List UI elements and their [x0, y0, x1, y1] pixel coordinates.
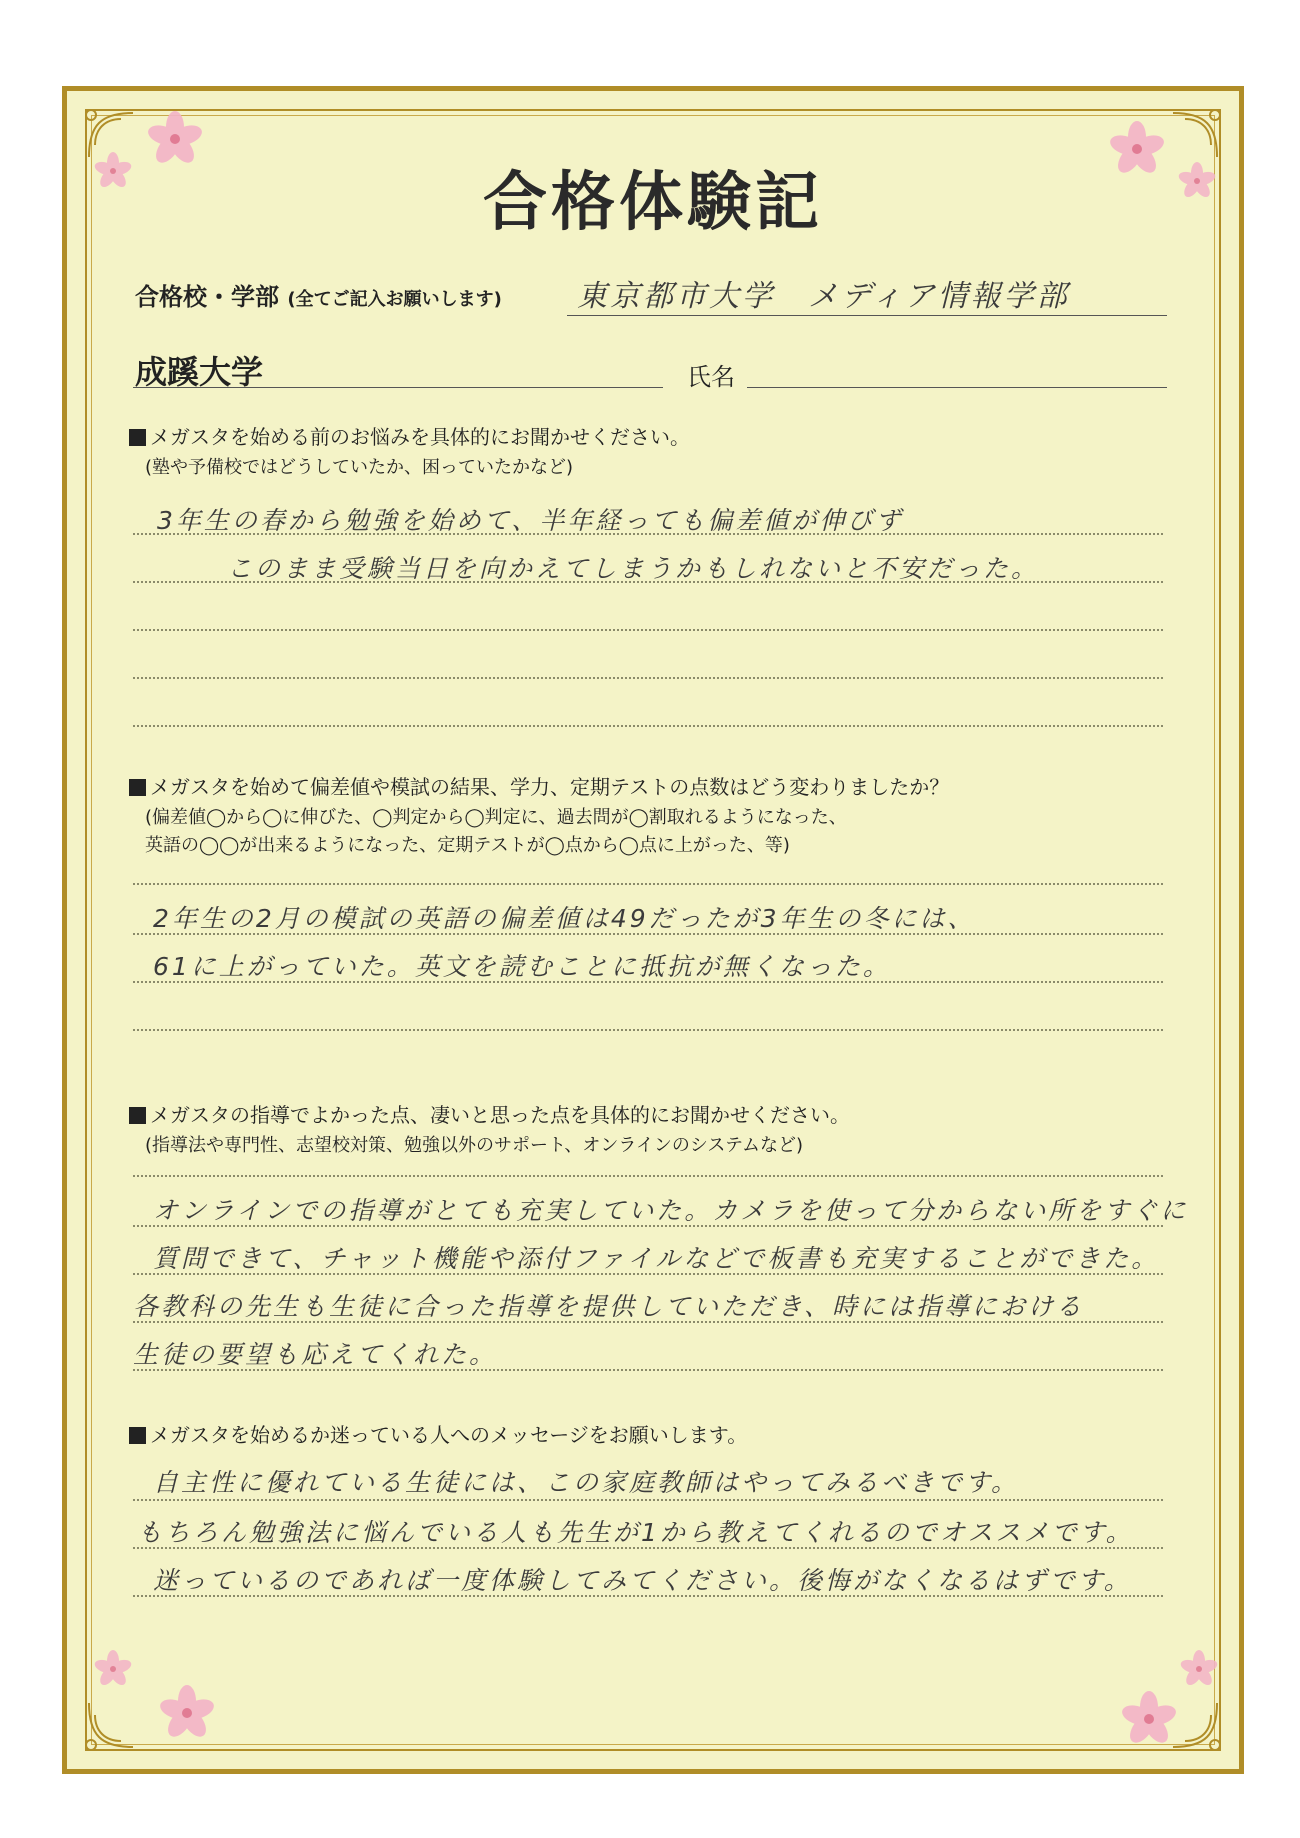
cherry-blossom-icon [1179, 1649, 1219, 1689]
q4-question-text: メガスタを始めるか迷っている人へのメッセージをお願いします。 [150, 1423, 748, 1447]
ruled-line [133, 1595, 1163, 1597]
q1-hint: (塾や予備校ではどうしていたか、困っていたかなど) [145, 457, 574, 478]
school-name-underline [133, 387, 663, 388]
bullet-square-icon [129, 429, 146, 446]
q1-answer-line-2: このまま受験当日を向かえてしまうかもしれないと不安だった。 [227, 554, 1040, 583]
ruled-line [133, 533, 1163, 535]
q3-question [129, 1099, 850, 1128]
q2-hint-1: (偏差値◯から◯に伸びた、◯判定から◯判定に、過去問が◯割取れるようになった、 [145, 807, 847, 828]
q4-answer-line-3: 迷っているのであれば一度体験してみてください。後悔がなくなるはずです。 [153, 1566, 1132, 1595]
ruled-line [133, 725, 1163, 727]
ruled-line [133, 1321, 1163, 1323]
ruled-line [133, 933, 1163, 935]
ruled-line [133, 1029, 1163, 1031]
q4-question [129, 1419, 747, 1448]
q3-answer-line-4: 生徒の要望も応えてくれた。 [133, 1340, 498, 1369]
q1-question [129, 421, 690, 450]
page-title: 合格体験記 [483, 165, 823, 240]
ruled-line [133, 981, 1163, 983]
ruled-line [133, 677, 1163, 679]
ruled-line [133, 1547, 1163, 1549]
ruled-line [133, 1273, 1163, 1275]
school-label-text: 合格校・学部 [135, 283, 279, 311]
certificate-sheet [62, 86, 1244, 1774]
school-note: (全てご記入お願いします) [287, 289, 502, 310]
q3-question-text: メガスタの指導でよかった点、凄いと思った点を具体的にお聞かせください。 [150, 1103, 850, 1127]
ruled-line [133, 883, 1163, 885]
cherry-blossom-icon [1119, 1689, 1179, 1749]
school-label [135, 277, 502, 312]
bullet-square-icon [129, 1427, 146, 1444]
ruled-line [133, 1225, 1163, 1227]
school-name: 成蹊大学 [135, 353, 264, 391]
q4-answer-line-2: もちろん勉強法に悩んでいる人も先生が1から教えてくれるのでオススメです。 [137, 1518, 1134, 1547]
name-label: 氏名 [687, 363, 735, 391]
q2-hint-2: 英語の◯◯が出来るようになった、定期テストが◯点から◯点に上がった、等) [145, 835, 790, 856]
q2-question-text: メガスタを始めて偏差値や模試の結果、学力、定期テストの点数はどう変わりましたか？ [150, 775, 950, 799]
bullet-square-icon [129, 1107, 146, 1124]
q3-answer-line-2: 質問できて、チャット機能や添付ファイルなどで板書も充実することができた。 [153, 1244, 1160, 1273]
bullet-square-icon [129, 779, 146, 796]
name-underline [747, 387, 1167, 388]
corner-ornament-bottom-left [81, 1695, 141, 1755]
q2-answer-line-1: 2年生の2月の模試の英語の偏差値は49だったが3年生の冬には、 [153, 904, 976, 933]
q1-answer-line-1: 3年生の春から勉強を始めて、半年経っても偏差値が伸びず [157, 506, 904, 535]
q3-answer-line-1: オンラインでの指導がとても充実していた。カメラを使って分からない所をすぐに [153, 1196, 1189, 1225]
q1-question-text: メガスタを始める前のお悩みを具体的にお聞かせください。 [150, 425, 690, 449]
q3-answer-line-3: 各教科の先生も生徒に合った指導を提供していただき、時には指導における [133, 1292, 1085, 1321]
ruled-line [133, 1175, 1163, 1177]
ruled-line [133, 1499, 1163, 1501]
cherry-blossom-icon [157, 1683, 217, 1743]
q4-answer-line-1: 自主性に優れている生徒には、この家庭教師はやってみるべきです。 [153, 1468, 1020, 1497]
ruled-line [133, 629, 1163, 631]
q2-question [129, 771, 949, 800]
cherry-blossom-icon [93, 1649, 133, 1689]
q3-hint: (指導法や専門性、志望校対策、勉強以外のサポート、オンラインのシステムなど) [145, 1135, 804, 1156]
school-value: 東京都市大学 メディア情報学部 [577, 279, 1070, 314]
q2-answer-line-2: 61に上がっていた。英文を読むことに抵抗が無くなった。 [153, 952, 891, 981]
school-underline [567, 315, 1167, 316]
ruled-line [133, 581, 1163, 583]
ruled-line [133, 1369, 1163, 1371]
